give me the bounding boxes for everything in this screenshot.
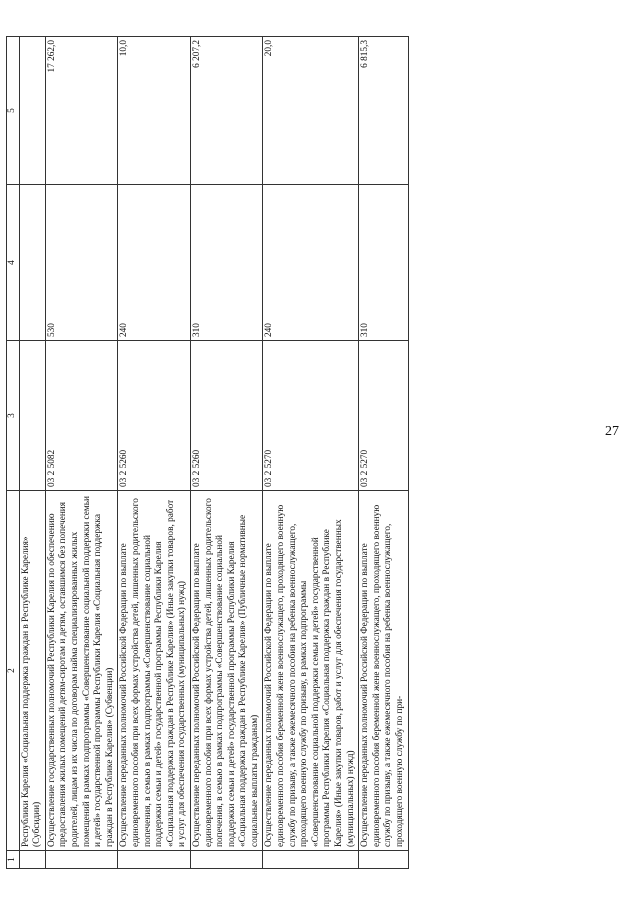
table-row bbox=[359, 37, 408, 869]
row-description: Осуществление переданных полномочий Российской Федерации по выплате единовременного пособия беременной жене военнослужащего, проходящего военную службу по призыву, а также ежемесячного пособия на ребенка военнослужащего, проходящего военную службу по призыву, в рамках подпрограммы «Совершенствование социальной поддержки семьи и детей» государственной программы Республики Карелия «Социальная поддержка граждан в Республике Карелия» (Иные закупки товаров, работ и услуг для обеспечения государственных (муниципальных) нужд) bbox=[263, 491, 359, 851]
table-row bbox=[263, 37, 359, 869]
row-sum: 10,0 bbox=[118, 37, 191, 185]
header-cell: 3 bbox=[7, 341, 20, 491]
table-row bbox=[45, 37, 118, 869]
table-row bbox=[19, 37, 45, 869]
row-sum: 6 207,2 bbox=[190, 37, 263, 185]
row-description: Республики Карелия «Социальная поддержка граждан в Республике Карелия» (Субсидии) bbox=[19, 491, 45, 851]
row-description: Осуществление переданных полномочий Российской Федерации по выплате единовременного пособия при всех формах устройства детей, лишенных родительского попечения, в семью в рамках подпрограммы «Совершенствование социальной поддержки семьи и детей» государственной программы Республики Карелия «Социальная поддержка граждан в Республике Карелия» (Иные закупки товаров, работ и услуг для обеспечения государственных (муниципальных) нужд) bbox=[118, 491, 191, 851]
row-sum: 17 262,0 bbox=[45, 37, 118, 185]
budget-table bbox=[6, 36, 409, 869]
row-code bbox=[19, 341, 45, 491]
row-sum: 20,0 bbox=[263, 37, 359, 185]
page-number: 27 bbox=[605, 424, 619, 439]
row-sum bbox=[19, 37, 45, 185]
row-description: Осуществление государственных полномочий Республики Карелия по обеспечению предоставления жилых помещений детям-сиротам и детям, оставшимся без попечения родителей, лицам из их числа по договорам найма специализированных жилых помещений в рамках подпрограммы «Совершенствование социальной поддержки семьи и детей» государственной программы Республики Карелия «Социальная поддержка граждан в Республике Карелия» (Субвенции) bbox=[45, 491, 118, 851]
row-description: Осуществление переданных полномочий Российской Федерации по выплате единовременного пособия беременной жене военнослужащего, проходящего военную службу по призыву, а также ежемесячного пособия на ребенка военнослужащего, проходящего военную службу по при- bbox=[359, 491, 408, 851]
row-expense-type: 310 bbox=[359, 185, 408, 341]
table-header-row bbox=[7, 37, 20, 869]
row-code: 03 2 5260 bbox=[190, 341, 263, 491]
row-code: 03 2 5260 bbox=[118, 341, 191, 491]
table-row bbox=[190, 37, 263, 869]
row-description: Осуществление переданных полномочий Российской Федерации по выплате единовременного пособия при всех формах устройства детей, лишенных родительского попечения, в семью в рамках подпрограммы «Совершенствование социальной поддержки семьи и детей» государственной программы Республики Карелия «Социальная поддержка граждан в Республике Карелия» (Публичные нормативные социальные выплаты гражданам) bbox=[190, 491, 263, 851]
row-expense-type: 240 bbox=[118, 185, 191, 341]
header-cell: 4 bbox=[7, 185, 20, 341]
row-code: 03 2 5270 bbox=[359, 341, 408, 491]
row-expense-type: 310 bbox=[190, 185, 263, 341]
row-sum: 6 815,3 bbox=[359, 37, 408, 185]
row-code: 03 2 5270 bbox=[263, 341, 359, 491]
row-expense-type: 530 bbox=[45, 185, 118, 341]
row-expense-type bbox=[19, 185, 45, 341]
header-cell: 1 bbox=[7, 851, 20, 869]
row-code: 03 2 5082 bbox=[45, 341, 118, 491]
header-cell: 5 bbox=[7, 37, 20, 185]
row-expense-type: 240 bbox=[263, 185, 359, 341]
header-cell: 2 bbox=[7, 491, 20, 851]
table-row bbox=[118, 37, 191, 869]
